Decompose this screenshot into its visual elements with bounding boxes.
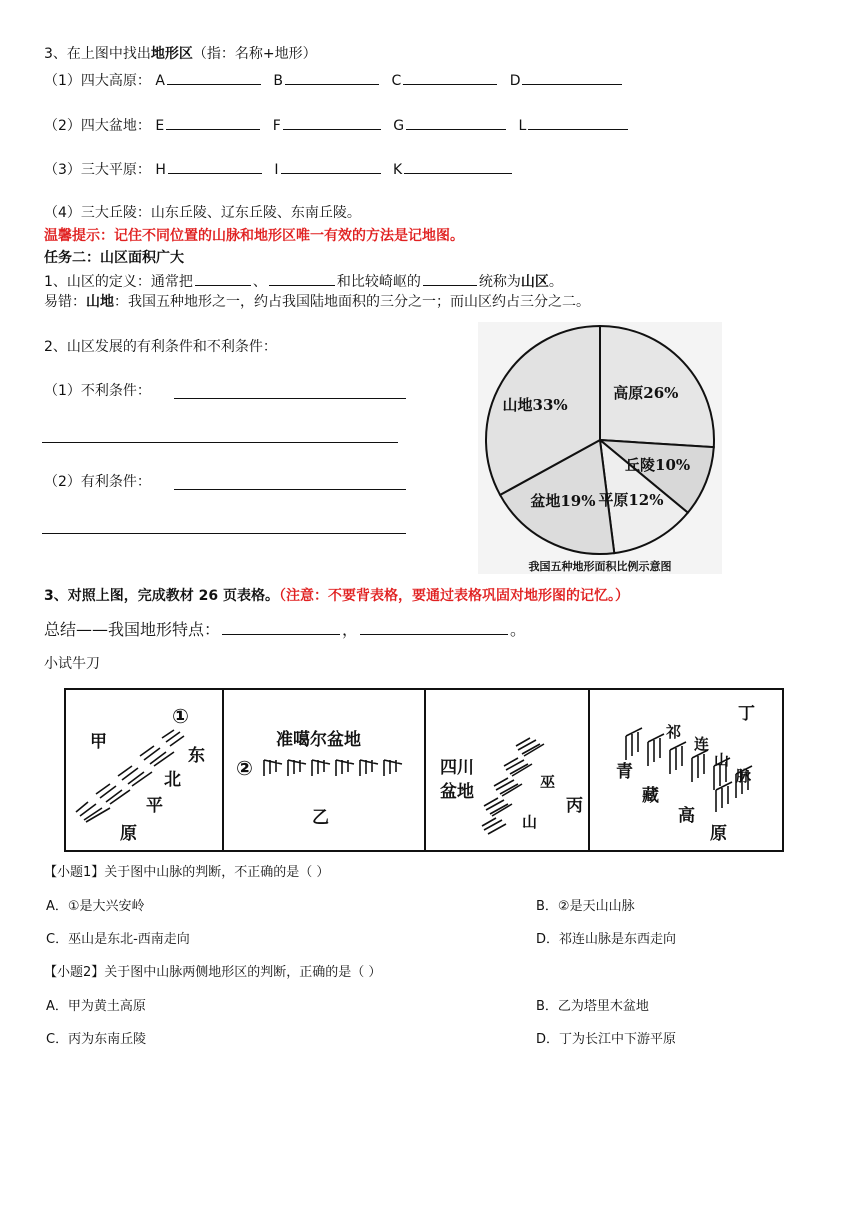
question-2-stem: 【小题2】关于图中山脉两侧地形区的判断，正确的是（ ） <box>44 965 382 980</box>
blank-letter: H <box>155 162 166 178</box>
pie-label-平原: 平原12% <box>598 490 664 509</box>
label-num-1: ① <box>172 704 189 728</box>
pie-label-山地: 山地33% <box>502 396 568 415</box>
q2-option-d[interactable]: D．丁为长江中下游平原 <box>536 1032 677 1047</box>
heading-bold: 地形区 <box>150 46 193 62</box>
panel-2 <box>224 690 426 850</box>
def-bold: 山区 <box>520 274 549 290</box>
label-yuan-4: 原 <box>710 824 727 844</box>
mountain-definition <box>44 270 563 292</box>
blank-letter: K <box>392 162 403 178</box>
answer-blank[interactable] <box>522 69 622 85</box>
label-bing: 丙 <box>566 796 583 816</box>
blank-letter: F <box>272 118 281 134</box>
blank-letter: C <box>391 73 402 89</box>
q2-option-a[interactable]: A．甲为黄土高原 <box>46 999 146 1014</box>
label-ding: 丁 <box>738 704 755 724</box>
label-qi: 祁 <box>666 723 682 741</box>
unfavorable-label: （1）不利条件： <box>44 383 151 399</box>
label-lian: 连 <box>694 735 710 753</box>
answer-blank[interactable] <box>406 114 506 130</box>
heading-post: （指：名称+地形） <box>192 46 317 62</box>
answer-blank[interactable] <box>404 158 512 174</box>
heading-pre: 3、在上图中找出 <box>44 46 151 62</box>
q1-option-a[interactable]: A．①是大兴安岭 <box>46 899 145 914</box>
label-yuan: 原 <box>120 824 137 844</box>
practice-title: 小试牛刀 <box>44 656 100 672</box>
answer-blank[interactable] <box>195 270 251 286</box>
def-text: 1、山区的定义：通常把 <box>44 274 193 290</box>
answer-blank[interactable] <box>167 69 261 85</box>
def-text: 和比较崎岖的 <box>336 274 421 290</box>
def-text: 。 <box>548 274 563 290</box>
blank-letter: A <box>155 73 165 89</box>
table-instruction <box>44 586 629 606</box>
label-ping: 平 <box>146 796 163 816</box>
blank-letter: D <box>509 73 521 89</box>
label-zang: 藏 <box>642 786 659 806</box>
answer-blank[interactable] <box>403 69 497 85</box>
label-shan-3: 山 <box>522 813 538 831</box>
table-pre: 3、对照上图，完成教材 26 页表格。 <box>44 588 279 604</box>
answer-line[interactable] <box>42 442 398 443</box>
plateaus-label: （1）四大高原： <box>44 73 151 89</box>
terrain-pie-figure <box>478 322 722 574</box>
blank-letter: L <box>518 118 527 134</box>
answer-blank[interactable] <box>168 158 262 174</box>
q1-option-c[interactable]: C．巫山是东北-西南走向 <box>46 932 190 947</box>
answer-blank[interactable] <box>528 114 628 130</box>
answer-line[interactable] <box>174 398 406 399</box>
summary-text: 。 <box>510 620 527 639</box>
label-num-2: ② <box>236 756 253 780</box>
q2-option-b[interactable]: B．乙为塔里木盆地 <box>536 999 649 1014</box>
label-wu: 巫 <box>540 773 556 791</box>
hills-row: （4）三大丘陵：山东丘陵、辽东丘陵、东南丘陵。 <box>44 205 361 221</box>
pie-label-丘陵: 丘陵10% <box>625 456 691 475</box>
mountain-map-panels <box>64 688 784 852</box>
favorable-label: （2）有利条件： <box>44 474 151 490</box>
answer-blank[interactable] <box>360 619 508 635</box>
label-qing: 青 <box>616 762 633 782</box>
answer-blank[interactable] <box>166 114 260 130</box>
blank-letter: E <box>155 118 165 134</box>
answer-line[interactable] <box>174 489 406 490</box>
q2-option-c[interactable]: C．丙为东南丘陵 <box>46 1032 147 1047</box>
blank-letter: B <box>273 73 284 89</box>
blank-letter: I <box>274 162 279 178</box>
q1-option-b[interactable]: B．②是天山山脉 <box>536 899 635 914</box>
terrain-pie-svg <box>478 322 722 558</box>
answer-blank[interactable] <box>423 270 477 286</box>
panel-1 <box>66 690 224 850</box>
label-bei: 北 <box>164 770 181 790</box>
answer-blank[interactable] <box>269 270 335 286</box>
task2-title: 任务二：山区面积广大 <box>44 250 184 266</box>
label-pendi: 盆地 <box>440 782 474 802</box>
def-text: 、 <box>252 274 267 290</box>
summary-line <box>44 619 526 641</box>
label-sichuan: 四川 <box>440 758 474 778</box>
blank-letter: G <box>393 118 405 134</box>
label-junggar: 准噶尔盆地 <box>276 730 361 750</box>
q1-option-d[interactable]: D．祁连山脉是东西走向 <box>536 932 677 947</box>
easy-mistake <box>44 292 590 312</box>
basins-row <box>44 114 630 136</box>
label-shan-4: 山 <box>714 751 730 769</box>
mountain-range-icon <box>66 690 222 850</box>
label-dong: 东 <box>188 746 205 766</box>
tip-text: 温馨提示：记住不同位置的山脉和地形区唯一有效的方法是记地图。 <box>44 228 464 244</box>
label-mai: 脉 <box>736 767 752 785</box>
plateaus-row <box>44 69 624 91</box>
easy-text: 易错： <box>44 294 86 310</box>
plains-row <box>44 158 514 180</box>
answer-blank[interactable] <box>285 69 379 85</box>
easy-text: ：我国五种地形之一，约占我国陆地面积的三分之一；而山区约占三分之二。 <box>114 294 590 310</box>
panel-4 <box>590 690 782 850</box>
question-1-stem: 【小题1】关于图中山脉的判断，不正确的是（ ） <box>44 865 330 880</box>
pie-caption: 我国五种地形面积比例示意图 <box>528 560 672 573</box>
basins-label: （2）四大盆地： <box>44 118 151 134</box>
section3-heading <box>44 44 317 64</box>
pie-label-盆地: 盆地19% <box>530 491 596 510</box>
label-gao: 高 <box>678 806 695 826</box>
answer-blank[interactable] <box>222 619 340 635</box>
answer-blank[interactable] <box>283 114 381 130</box>
table-note: （注意：不要背表格，要通过表格巩固对地形图的记忆。） <box>278 588 629 604</box>
plains-label: （3）三大平原： <box>44 162 151 178</box>
easy-bold: 山地 <box>86 294 114 310</box>
pie-label-高原: 高原26% <box>613 384 679 403</box>
answer-blank[interactable] <box>281 158 381 174</box>
label-yi: 乙 <box>312 808 329 828</box>
summary-text: 总结——我国地形特点： <box>44 620 221 639</box>
label-jia: 甲 <box>90 732 107 752</box>
summary-text: ， <box>342 620 359 639</box>
conditions-heading: 2、山区发展的有利条件和不利条件： <box>44 339 277 355</box>
panel-3 <box>426 690 590 850</box>
answer-line[interactable] <box>42 533 406 534</box>
def-text: 统称为 <box>478 274 521 290</box>
